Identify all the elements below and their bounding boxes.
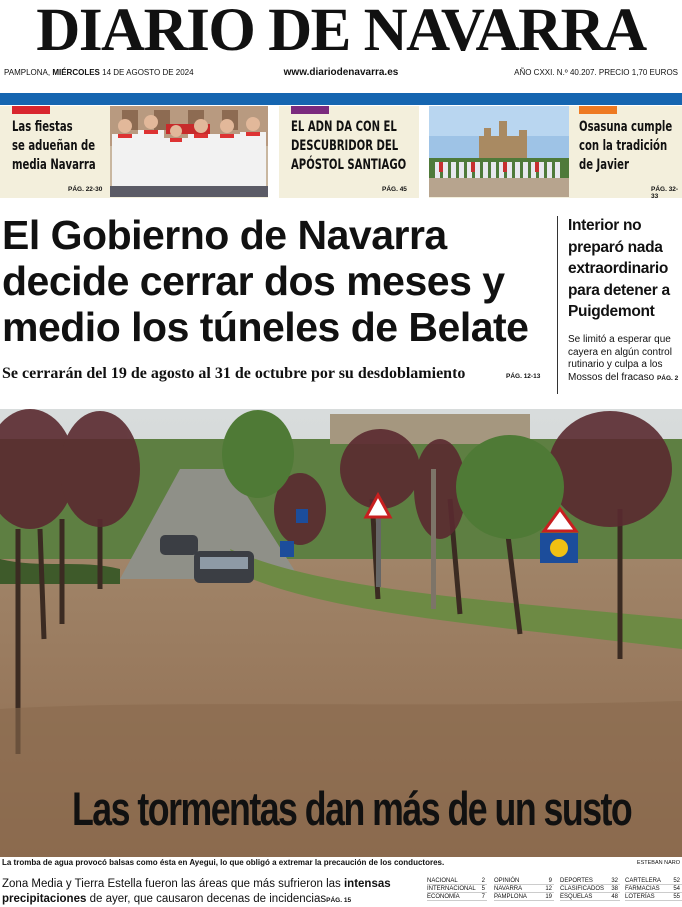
main-story-text: Zona Media y Tierra Estella fueron las áreas que más sufrieron las intensas precipitaciones de ayer, que causaron decenas de incidenciasPÁG. 15 [2,878,391,905]
index-item[interactable]: LOTERÍAS 55 [625,894,680,900]
teaser-color-tab [579,106,617,114]
edition-info: AÑO CXXI. N.º 40.207. PRECIO 1,70 EUROS [514,68,678,77]
lead-page: PÁG. 12-13 [506,373,541,380]
index-item[interactable]: OPINIÓN 9 [494,878,552,884]
teaser-headline: EL ADN DA CON EL DESCUBRIDOR DEL APÓSTOL SANTIAGO [291,119,407,173]
teaser-color-tab [12,106,50,114]
lead-subheadline: Se cerrarán del 19 de agosto al 31 de octubre por su desdoblamiento [2,365,466,382]
index-item[interactable]: INTERNACIONAL 5 [427,886,485,892]
newspaper-title: DIARIO DE NAVARRA [36,0,646,64]
main-story-page: PÁG. 15 [326,897,352,904]
main-headline[interactable]: Las tormentas dan más de un susto [72,782,632,835]
index-column [494,877,554,901]
index-item[interactable]: CLASIFICADOS 38 [560,886,618,892]
index-item[interactable]: ESQUELAS 48 [560,894,618,900]
teaser-osasuna[interactable] [429,106,682,198]
index-column [427,877,487,901]
index-item[interactable]: FARMACIAS 54 [625,886,680,892]
javier-castle-photo [429,106,569,197]
index-item[interactable]: DEPORTES 32 [560,878,618,884]
website-link[interactable]: www.diariodenavarra.es [283,67,399,78]
lead-headline[interactable]: El Gobierno de Navarra decide cerrar dos meses y medio los túneles de Belate [2,212,529,350]
index-column [560,877,620,901]
sidebar-text: Se limitó a esperar que cayera en algún control rutinario y culpa a los Mossos del fracaso PÁG. 2 [568,334,679,383]
teaser-page: PÁG. 45 [382,186,407,193]
section-index [427,877,682,907]
dateline [0,66,682,80]
teaser-headline: Las fiestas se adueñan de media Navarra [12,119,96,173]
sidebar-page: PÁG. 2 [656,374,679,382]
column-divider [557,216,558,394]
header-band [0,93,682,105]
teaser-color-tab [291,106,329,114]
date-info: PAMPLONA, MIÉRCOLES 14 DE AGOSTO DE 2024 [4,68,194,77]
photo-credit: ESTEBAN NARO [636,860,680,866]
index-item[interactable]: CARTELERA 52 [625,878,680,884]
photo-caption: La tromba de agua provocó balsas como ésta en Ayegui, lo que obligó a extremar la precaución de los conductores. [2,858,445,867]
index-column [625,877,682,901]
index-item[interactable]: NACIONAL 2 [427,878,485,884]
index-item[interactable]: ECONOMÍA 7 [427,894,485,900]
teaser-adn[interactable] [279,106,419,198]
teaser-headline: Osasuna cumple con la tradición de Javier [579,119,673,173]
index-item[interactable]: PAMPLONA 19 [494,894,552,900]
teaser-page: PÁG. 22-30 [68,186,103,193]
teaser-page: PÁG. 32-33 [651,186,679,200]
masthead [0,0,682,62]
index-item[interactable]: NAVARRA 12 [494,886,552,892]
teaser-fiestas[interactable] [0,106,268,198]
fiestas-photo [110,106,268,197]
sidebar-headline[interactable]: Interior no preparó nada extraordinario para detener a Puigdemont [568,217,670,320]
